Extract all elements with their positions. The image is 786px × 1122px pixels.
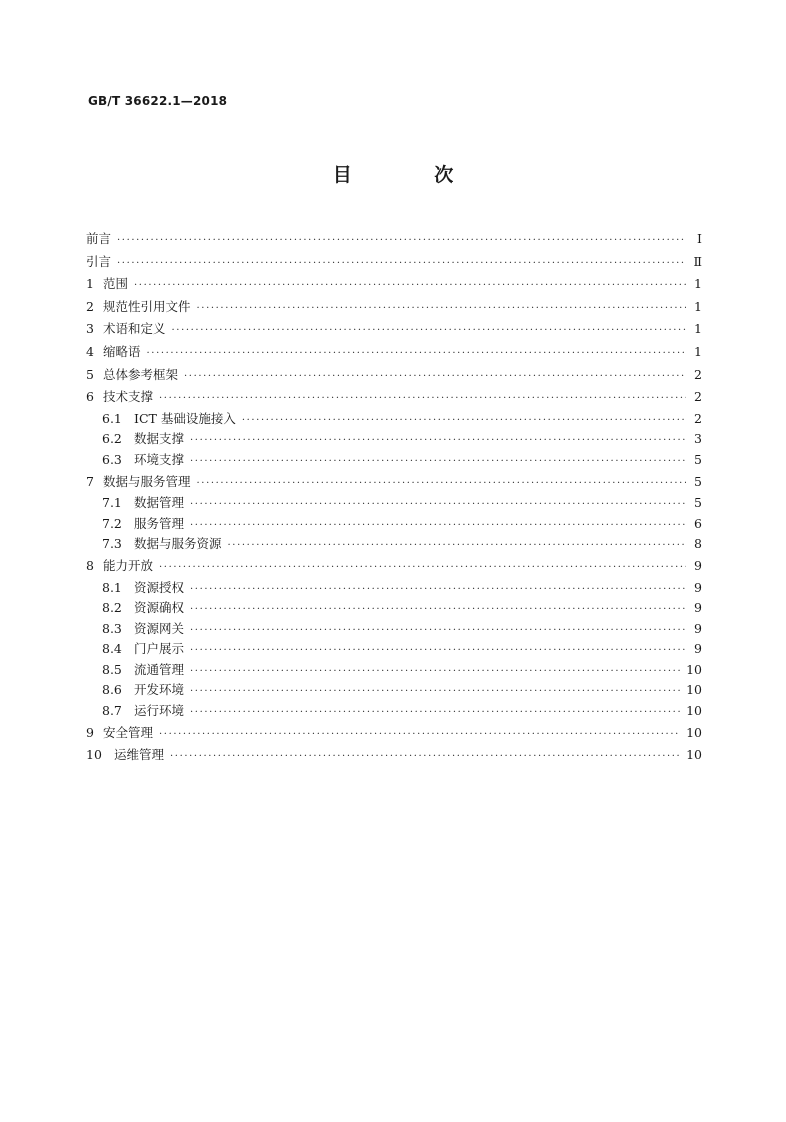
- toc-entry-title: 总体参考框架: [103, 366, 179, 382]
- toc-page-number: 10: [686, 661, 702, 677]
- toc-entry-number: 8.4: [102, 641, 122, 657]
- toc-entry[interactable]: [86, 409, 702, 430]
- toc-dot-leader: [159, 388, 686, 411]
- toc-dot-leader: [184, 366, 686, 389]
- toc-entry-number: 3: [86, 321, 94, 337]
- toc-entry-title: 流通管理: [134, 661, 185, 677]
- toc-dot-leader: [147, 343, 686, 366]
- toc-entry-title: 能力开放: [103, 557, 154, 573]
- toc-entry[interactable]: [86, 534, 702, 555]
- toc-entry-title: 技术支撑: [103, 389, 154, 405]
- toc-entry[interactable]: [86, 722, 702, 745]
- toc-entry-number: 6.2: [102, 431, 122, 447]
- toc-entry[interactable]: [86, 364, 702, 387]
- toc-entry[interactable]: [86, 228, 702, 251]
- toc-page-number: Ⅱ: [693, 253, 702, 269]
- toc-page-number: 5: [694, 473, 702, 489]
- toc-entry[interactable]: [86, 555, 702, 578]
- toc-entry-title: 开发环境: [134, 682, 185, 698]
- toc-entry[interactable]: [86, 514, 702, 535]
- toc-page-number: 5: [694, 451, 702, 467]
- toc-page-number: 9: [694, 579, 702, 595]
- toc-dot-leader: [170, 746, 680, 769]
- toc-entry-number: 7.3: [102, 536, 122, 552]
- toc-dot-leader: [190, 431, 686, 452]
- toc-entry-number: 7: [86, 473, 94, 489]
- toc-entry-number: 6.1: [102, 410, 122, 426]
- toc-entry[interactable]: [86, 429, 702, 450]
- toc-dot-leader: [190, 516, 686, 537]
- toc-dot-leader: [197, 298, 686, 321]
- toc-entry[interactable]: [86, 296, 702, 319]
- toc-dot-leader: [228, 536, 686, 557]
- toc-entry-title: 术语和定义: [103, 321, 166, 337]
- toc-entry-number: 1: [86, 276, 94, 292]
- toc-entry[interactable]: [86, 273, 702, 296]
- toc-entry-title: 缩略语: [103, 343, 141, 359]
- toc-entry-number: 8.1: [102, 579, 122, 595]
- toc-entry[interactable]: [86, 251, 702, 274]
- toc-dot-leader: [190, 580, 686, 601]
- toc-entry-title: 服务管理: [134, 515, 185, 531]
- toc-entry[interactable]: [86, 744, 702, 767]
- toc-dot-leader: [190, 600, 686, 621]
- toc-entry[interactable]: [86, 450, 702, 471]
- toc-dot-leader: [172, 320, 686, 343]
- toc-dot-leader: [190, 662, 680, 683]
- toc-page-number: 2: [694, 410, 702, 426]
- toc-dot-leader: [242, 411, 686, 432]
- toc-entry[interactable]: [86, 619, 702, 640]
- toc-entry-title: 资源网关: [134, 620, 185, 636]
- toc-entry-number: 8.3: [102, 620, 122, 636]
- toc-entry[interactable]: [86, 471, 702, 494]
- toc-dot-leader: [190, 621, 686, 642]
- toc-entry-title: 范围: [103, 276, 129, 292]
- toc-entry-number: 6.3: [102, 451, 122, 467]
- toc-entry[interactable]: [86, 341, 702, 364]
- toc-entry-number: 7.2: [102, 515, 122, 531]
- toc-entry[interactable]: [86, 318, 702, 341]
- toc-page-number: 9: [694, 620, 702, 636]
- page-title: 目 次: [332, 164, 492, 186]
- toc-entry-title: 数据管理: [134, 495, 185, 511]
- toc-dot-leader: [159, 557, 686, 580]
- toc-entry-title: 前言: [86, 231, 112, 246]
- toc-entry-number: 6: [86, 389, 94, 405]
- toc-dot-leader: [159, 724, 680, 747]
- standard-number: GB/T 36622.1—2018: [88, 94, 228, 108]
- toc-page-number: 9: [694, 641, 702, 657]
- toc-entry-title: 门户展示: [134, 641, 185, 657]
- toc-dot-leader: [190, 495, 686, 516]
- toc-entry[interactable]: [86, 578, 702, 599]
- toc-entry-number: 8.2: [102, 600, 122, 616]
- toc-dot-leader: [197, 473, 686, 496]
- toc-entry-number: 4: [86, 343, 94, 359]
- toc-page-number: 2: [694, 389, 702, 405]
- toc-entry-title: 数据与服务管理: [103, 473, 191, 489]
- toc-page-number: Ⅰ: [697, 231, 702, 246]
- toc-entry-title: 资源确权: [134, 600, 185, 616]
- toc-dot-leader: [117, 253, 686, 276]
- toc-entry-title: 运行环境: [134, 703, 185, 719]
- toc-entry-title: 数据支撑: [134, 431, 185, 447]
- toc-page-number: 10: [686, 724, 702, 740]
- toc-entry-title: 数据与服务资源: [134, 536, 222, 552]
- toc-entry[interactable]: [86, 660, 702, 681]
- toc-entry-title: ICT 基础设施接入: [134, 410, 236, 426]
- toc-entry-title: 规范性引用文件: [103, 298, 191, 314]
- toc-entry-number: 9: [86, 724, 94, 740]
- toc-dot-leader: [190, 452, 686, 473]
- toc-entry-number: 8.6: [102, 682, 122, 698]
- toc-page-number: 3: [694, 431, 702, 447]
- toc-page-number: 10: [686, 703, 702, 719]
- toc-page-number: 9: [694, 600, 702, 616]
- toc-entry-number: 8.5: [102, 661, 122, 677]
- toc-entry[interactable]: [86, 598, 702, 619]
- toc-page-number: 1: [694, 343, 702, 359]
- toc-dot-leader: [190, 641, 686, 662]
- toc-dot-leader: [134, 275, 686, 298]
- toc-page-number: 10: [686, 682, 702, 698]
- toc-entry-number: 10: [86, 747, 102, 763]
- toc-entry-title: 资源授权: [134, 579, 185, 595]
- toc-page-number: 10: [686, 747, 702, 763]
- table-of-contents: [86, 228, 702, 767]
- toc-entry-number: 2: [86, 298, 94, 314]
- toc-page-number: 6: [694, 515, 702, 531]
- toc-entry-number: 8: [86, 557, 94, 573]
- toc-entry-number: 8.7: [102, 703, 122, 719]
- toc-entry-number: 7.1: [102, 495, 122, 511]
- toc-page-number: 1: [694, 298, 702, 314]
- toc-entry[interactable]: [86, 386, 702, 409]
- toc-page-number: 9: [694, 557, 702, 573]
- toc-dot-leader: [190, 682, 680, 703]
- toc-entry-title: 环境支撑: [134, 451, 185, 467]
- toc-dot-leader: [117, 230, 686, 253]
- toc-page-number: 8: [694, 536, 702, 552]
- toc-page-number: 5: [694, 495, 702, 511]
- toc-entry[interactable]: [86, 680, 702, 701]
- toc-page-number: 1: [694, 276, 702, 292]
- toc-entry[interactable]: [86, 493, 702, 514]
- toc-entry-number: 5: [86, 366, 94, 382]
- toc-entry[interactable]: [86, 639, 702, 660]
- toc-page-number: 2: [694, 366, 702, 382]
- toc-entry-title: 运维管理: [114, 747, 165, 763]
- toc-dot-leader: [190, 703, 680, 724]
- toc-entry-title: 引言: [86, 253, 112, 269]
- toc-entry[interactable]: [86, 701, 702, 722]
- toc-entry-title: 安全管理: [103, 724, 154, 740]
- toc-page-number: 1: [694, 321, 702, 337]
